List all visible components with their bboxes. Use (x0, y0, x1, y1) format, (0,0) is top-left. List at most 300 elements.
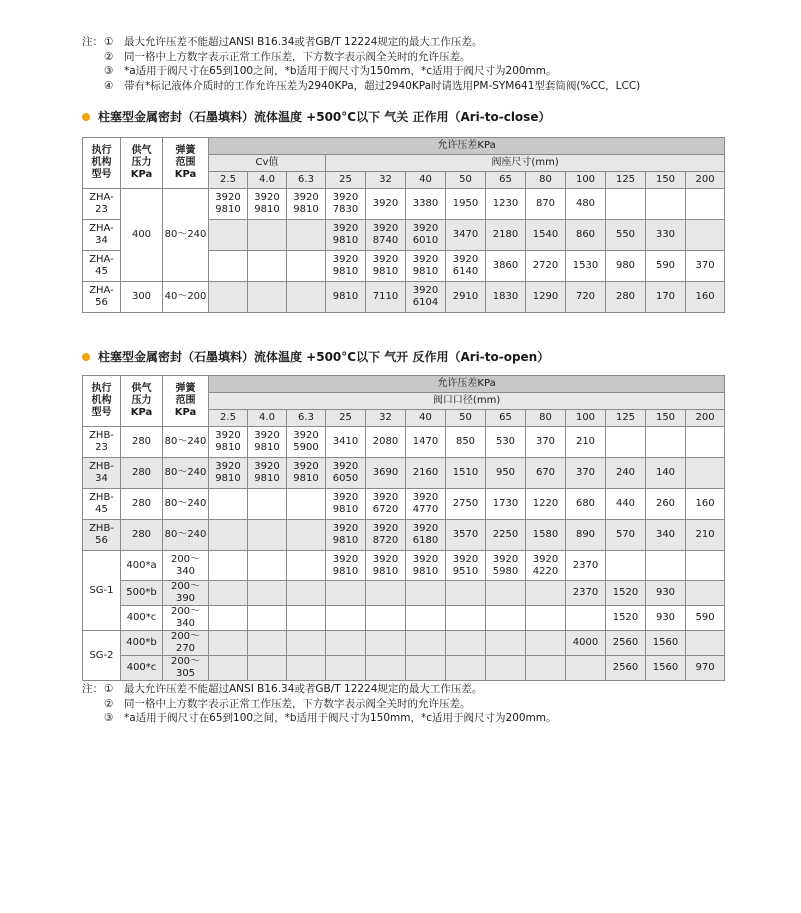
value-cell (646, 458, 686, 489)
value-cell (646, 631, 686, 656)
value-cell (446, 551, 486, 581)
header-actuator-model: 执行 机构 型号 (83, 138, 121, 189)
air-pressure-cell: 400*c (121, 656, 163, 681)
value-cell (248, 656, 287, 681)
value-cell (287, 251, 326, 282)
value-line: 3920 (215, 192, 241, 203)
value-line: 1510 (452, 467, 479, 478)
value-cell (326, 656, 366, 681)
value-cell (406, 581, 446, 606)
value-line: 2180 (492, 229, 519, 240)
value-cell (209, 606, 248, 631)
value-cell (606, 551, 646, 581)
value-cell (686, 631, 725, 656)
value-line: 9810 (372, 266, 399, 277)
value-cell (686, 520, 725, 551)
value-line: 9810 (412, 565, 439, 577)
value-cell (646, 656, 686, 681)
value-cell (606, 606, 646, 631)
note-number: ③ (104, 65, 114, 77)
value-cell (446, 427, 486, 458)
value-cell (326, 520, 366, 551)
value-line: 370 (695, 260, 715, 271)
value-line: 3920 (372, 553, 399, 565)
air-pressure-cell: 400*c (121, 606, 163, 631)
value-cell (526, 251, 566, 282)
value-cell (406, 656, 446, 681)
value-cell (526, 551, 566, 581)
note-text: *a适用于阀尺寸在65到100之间，*b适用于阀尺寸为150mm，*c适用于阀尺寸为200mm。 (124, 712, 557, 724)
value-cell (566, 581, 606, 606)
value-cell (209, 282, 248, 313)
value-cell (486, 520, 526, 551)
value-cell (287, 581, 326, 606)
value-cell (486, 458, 526, 489)
value-cell (566, 251, 606, 282)
note-row (82, 711, 557, 726)
value-line: 2080 (372, 436, 399, 447)
value-line: 3920 (372, 254, 399, 265)
value-cell (646, 220, 686, 251)
value-cell (446, 282, 486, 313)
note-text: 同一格中上方数字表示正常工作压差，下方数字表示阀全关时的允许压差。 (124, 697, 471, 710)
value-line: 9810 (332, 535, 359, 546)
value-cell (366, 251, 406, 282)
value-line: 2160 (412, 467, 439, 478)
value-cell (326, 220, 366, 251)
note-text: 带有*标记液体介质时的工作允许压差为2940KPa，超过2940KPa时请选用PM-SYM641型套筒阀(%CC，LCC) (124, 79, 641, 92)
value-cell (366, 282, 406, 313)
value-cell (366, 606, 406, 631)
value-cell (646, 427, 686, 458)
value-line: 6720 (372, 504, 399, 515)
value-cell (526, 520, 566, 551)
table-row (83, 581, 725, 606)
value-cell (566, 656, 606, 681)
value-cell (686, 656, 725, 681)
value-line: 2910 (452, 291, 479, 302)
value-line: 930 (655, 587, 676, 598)
header-air-pressure: 供气 压力 KPa (121, 138, 163, 189)
table-row (83, 551, 725, 581)
header-spring-range: 弹簧 范围 KPa (163, 376, 209, 427)
value-cell (686, 551, 725, 581)
model-cell: SG-2 (83, 631, 121, 681)
value-line: 9510 (452, 565, 479, 577)
value-line: 1220 (532, 498, 559, 509)
value-line: 9810 (412, 266, 439, 277)
table-air-to-open (82, 375, 725, 681)
value-line: 2370 (572, 587, 599, 598)
value-line: 550 (615, 229, 636, 240)
value-cell (446, 220, 486, 251)
value-line: 890 (575, 529, 596, 540)
value-cell (248, 220, 287, 251)
header-port-size: 阀口口径(mm) (209, 393, 725, 410)
header-size-0: 2.5 (209, 410, 248, 427)
value-cell (686, 427, 725, 458)
bottom-notes (82, 682, 557, 726)
table-row (83, 458, 725, 489)
value-cell (248, 551, 287, 581)
value-line: 6050 (332, 473, 359, 484)
bullet-icon (82, 353, 90, 361)
note-row (82, 64, 640, 79)
value-cell (366, 656, 406, 681)
value-line: 3920 (332, 254, 359, 265)
table-row (83, 606, 725, 631)
value-line: 3920 (254, 192, 280, 203)
value-line: 2720 (532, 260, 559, 271)
value-cell (526, 631, 566, 656)
header-size-1: 4.0 (248, 410, 287, 427)
value-line: 3470 (452, 229, 479, 240)
value-cell (326, 458, 366, 489)
value-cell (248, 631, 287, 656)
value-cell (326, 427, 366, 458)
value-line: 1520 (612, 612, 639, 623)
note-row (82, 697, 557, 712)
value-line: 8720 (372, 535, 399, 546)
header-size-10: 125 (606, 410, 646, 427)
value-line: 3920 (332, 523, 359, 534)
value-cell (566, 427, 606, 458)
value-cell (606, 631, 646, 656)
value-cell (406, 251, 446, 282)
value-cell (446, 189, 486, 220)
header-size-3: 25 (326, 410, 366, 427)
value-line: 530 (495, 436, 516, 447)
value-line: 3920 (372, 492, 399, 503)
value-line: 5900 (293, 442, 319, 453)
value-cell (566, 551, 606, 581)
note-text: 同一格中上方数字表示正常工作压差，下方数字表示阀全关时的允许压差。 (124, 50, 471, 63)
header-size-2: 6.3 (287, 410, 326, 427)
table-air-to-close (82, 137, 725, 313)
value-line: 9810 (332, 266, 359, 277)
note-row (82, 682, 557, 697)
value-line: 9810 (332, 504, 359, 515)
note-number: ① (104, 36, 114, 48)
value-cell (566, 189, 606, 220)
value-line: 160 (695, 498, 715, 509)
value-line: 170 (655, 291, 676, 302)
value-cell (209, 551, 248, 581)
value-cell (446, 656, 486, 681)
value-line: 6180 (412, 535, 439, 546)
model-cell: ZHB-56 (83, 520, 121, 551)
header-size-9: 100 (566, 172, 606, 189)
spring-range-cell: 200～390 (163, 581, 209, 606)
value-cell (406, 427, 446, 458)
note-prefix: 注： (82, 36, 103, 48)
value-line: 9810 (254, 473, 280, 484)
value-line: 980 (615, 260, 636, 271)
value-cell (287, 551, 326, 581)
value-line: 3570 (452, 529, 479, 540)
value-cell (526, 458, 566, 489)
header-size-8: 80 (526, 410, 566, 427)
value-cell (287, 282, 326, 313)
value-cell (566, 220, 606, 251)
value-line: 260 (655, 498, 676, 509)
value-cell (406, 631, 446, 656)
value-cell (326, 489, 366, 520)
value-line: 370 (535, 436, 556, 447)
value-cell (686, 251, 725, 282)
spring-range-cell: 200～270 (163, 631, 209, 656)
value-line: 3380 (412, 198, 439, 209)
value-line: 9810 (332, 235, 359, 246)
value-cell (646, 189, 686, 220)
note-row (82, 35, 640, 50)
header-size-5: 40 (406, 172, 446, 189)
model-cell: ZHA-23 (83, 189, 121, 220)
value-cell (486, 220, 526, 251)
value-cell (486, 489, 526, 520)
value-cell (566, 489, 606, 520)
header-allowable-diff: 允许压差KPa (209, 376, 725, 393)
air-pressure-cell: 500*b (121, 581, 163, 606)
table-row (83, 656, 725, 681)
value-line: 1560 (652, 637, 679, 648)
spring-range-cell: 200～340 (163, 606, 209, 631)
value-cell (248, 282, 287, 313)
value-line: 3920 (452, 254, 479, 265)
value-cell (209, 251, 248, 282)
value-cell (486, 631, 526, 656)
header-size-4: 32 (366, 172, 406, 189)
value-line: 570 (615, 529, 636, 540)
value-line: 3920 (215, 430, 241, 441)
value-line: 2560 (612, 662, 639, 673)
value-cell (646, 520, 686, 551)
value-cell (248, 606, 287, 631)
value-cell (326, 282, 366, 313)
value-line: 3920 (254, 430, 280, 441)
value-cell (366, 631, 406, 656)
value-cell (566, 282, 606, 313)
value-line: 1540 (532, 229, 559, 240)
value-line: 3920 (332, 553, 359, 565)
value-line: 7830 (332, 204, 359, 215)
spring-range-cell: 200～305 (163, 656, 209, 681)
value-line: 9810 (254, 442, 280, 453)
value-cell (366, 458, 406, 489)
value-line: 3920 (293, 192, 319, 203)
value-cell (287, 631, 326, 656)
header-size-4: 32 (366, 410, 406, 427)
value-cell (646, 489, 686, 520)
value-line: 870 (535, 198, 556, 209)
value-line: 3920 (412, 254, 439, 265)
header-size-9: 100 (566, 410, 606, 427)
value-line: 850 (455, 436, 476, 447)
value-cell (326, 606, 366, 631)
header-size-11: 150 (646, 410, 686, 427)
value-line: 930 (655, 612, 676, 623)
value-cell (606, 220, 646, 251)
value-line: 9810 (372, 565, 399, 577)
value-line: 9810 (293, 204, 319, 215)
value-cell (446, 458, 486, 489)
value-cell (646, 251, 686, 282)
value-cell (326, 251, 366, 282)
value-line: 6104 (412, 297, 439, 308)
value-line: 3920 (332, 492, 359, 503)
value-cell (287, 489, 326, 520)
header-actuator-model: 执行 机构 型号 (83, 376, 121, 427)
value-line: 1560 (652, 662, 679, 673)
header-size-0: 2.5 (209, 172, 248, 189)
value-line: 480 (575, 198, 596, 209)
value-cell (248, 581, 287, 606)
value-line: 3920 (372, 523, 399, 534)
value-cell (686, 458, 725, 489)
header-size-7: 65 (486, 410, 526, 427)
value-cell (446, 631, 486, 656)
header-size-10: 125 (606, 172, 646, 189)
value-line: 6140 (452, 266, 479, 277)
value-cell (606, 656, 646, 681)
value-cell (287, 427, 326, 458)
value-cell (287, 220, 326, 251)
value-cell (566, 606, 606, 631)
value-line: 5980 (492, 565, 519, 577)
value-line: 3920 (332, 192, 359, 203)
value-cell (209, 489, 248, 520)
value-line: 9810 (332, 565, 359, 577)
note-number: ① (104, 683, 114, 695)
value-line: 590 (655, 260, 676, 271)
spring-range-cell: 80～240 (163, 489, 209, 520)
value-line: 3920 (412, 492, 439, 503)
value-cell (209, 631, 248, 656)
note-number: ③ (104, 712, 114, 724)
value-cell (366, 189, 406, 220)
header-size-2: 6.3 (287, 172, 326, 189)
value-line: 160 (695, 291, 715, 302)
table-row (83, 282, 725, 313)
value-cell (686, 489, 725, 520)
value-line: 370 (575, 467, 596, 478)
value-cell (686, 282, 725, 313)
value-cell (526, 489, 566, 520)
spring-range-cell: 80～240 (163, 520, 209, 551)
value-cell (686, 581, 725, 606)
header-size-6: 50 (446, 172, 486, 189)
value-line: 1470 (412, 436, 439, 447)
value-line: 3860 (492, 260, 519, 271)
note-text: 最大允许压差不能超过ANSI B16.34或者GB/T 12224规定的最大工作压差。 (124, 36, 483, 48)
value-cell (209, 189, 248, 220)
model-cell: ZHB-23 (83, 427, 121, 458)
value-line: 140 (655, 467, 676, 478)
note-number: ② (104, 697, 114, 710)
value-cell (486, 427, 526, 458)
value-cell (646, 581, 686, 606)
value-line: 3920 (372, 223, 399, 234)
value-line: 3920 (452, 553, 479, 565)
value-line: 950 (495, 467, 516, 478)
value-cell (366, 581, 406, 606)
value-line: 440 (615, 498, 636, 509)
value-line: 4000 (572, 637, 599, 648)
value-cell (209, 520, 248, 551)
air-pressure-cell: 280 (121, 458, 163, 489)
value-line: 3920 (332, 223, 359, 234)
header-size-1: 4.0 (248, 172, 287, 189)
value-cell (209, 581, 248, 606)
value-cell (606, 251, 646, 282)
value-line: 4220 (532, 565, 559, 577)
value-cell (686, 220, 725, 251)
section1-heading (82, 108, 550, 125)
model-cell: ZHB-34 (83, 458, 121, 489)
note-prefix: 注： (82, 683, 103, 695)
header-cv: Cv值 (209, 155, 326, 172)
value-cell (287, 458, 326, 489)
value-cell (646, 282, 686, 313)
note-text: *a适用于阀尺寸在65到100之间，*b适用于阀尺寸为150mm，*c适用于阀尺寸为200mm。 (124, 65, 557, 77)
model-cell: ZHA-45 (83, 251, 121, 282)
value-cell (248, 489, 287, 520)
value-line: 860 (575, 229, 596, 240)
value-cell (526, 606, 566, 631)
header-size-5: 40 (406, 410, 446, 427)
value-cell (366, 520, 406, 551)
value-line: 8740 (372, 235, 399, 246)
header-seat-size: 阀座尺寸(mm) (326, 155, 725, 172)
value-cell (526, 282, 566, 313)
value-cell (446, 581, 486, 606)
value-cell (209, 656, 248, 681)
air-pressure-cell: 280 (121, 427, 163, 458)
note-row (82, 50, 640, 65)
air-pressure-cell: 400*a (121, 551, 163, 581)
section2-heading (82, 348, 549, 365)
value-line: 2750 (452, 498, 479, 509)
note-row (82, 79, 640, 94)
value-cell (566, 458, 606, 489)
table-row (83, 489, 725, 520)
value-line: 1830 (492, 291, 519, 302)
value-line: 3920 (412, 553, 439, 565)
value-line: 210 (695, 529, 715, 540)
value-cell (287, 189, 326, 220)
value-line: 2370 (572, 559, 599, 571)
spring-range-cell: 200～340 (163, 551, 209, 581)
value-line: 9810 (332, 291, 359, 302)
value-cell (326, 631, 366, 656)
value-line: 3920 (532, 553, 559, 565)
header-size-12: 200 (686, 172, 725, 189)
value-cell (486, 282, 526, 313)
value-cell (606, 458, 646, 489)
value-line: 970 (695, 662, 715, 673)
value-line: 680 (575, 498, 596, 509)
value-cell (248, 458, 287, 489)
value-line: 3920 (412, 285, 439, 296)
header-size-12: 200 (686, 410, 725, 427)
value-cell (446, 606, 486, 631)
header-size-7: 65 (486, 172, 526, 189)
value-cell (486, 251, 526, 282)
value-cell (326, 189, 366, 220)
value-cell (406, 458, 446, 489)
model-cell: ZHB-45 (83, 489, 121, 520)
value-line: 210 (575, 436, 596, 447)
